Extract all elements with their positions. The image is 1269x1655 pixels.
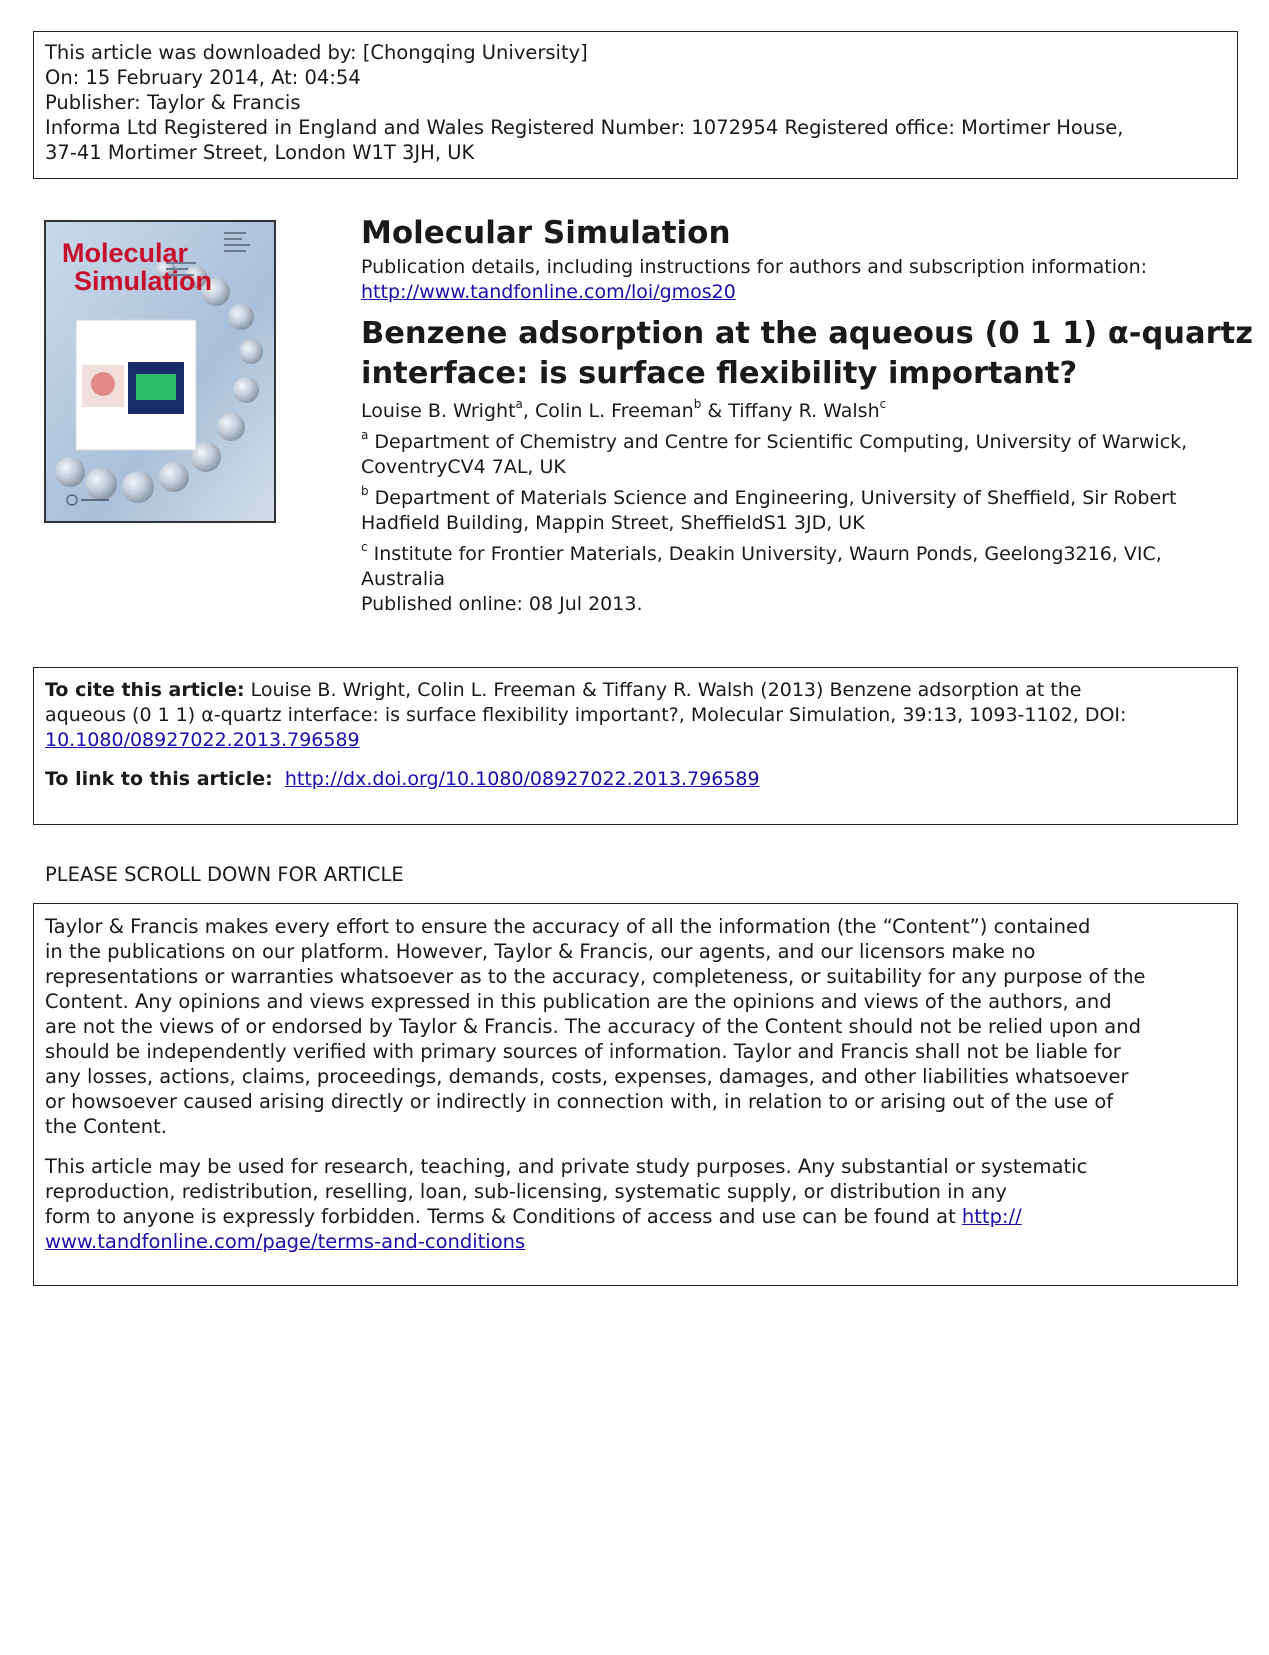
- affiliation-text: Australia: [361, 568, 446, 590]
- article-title-line2: interface: is surface flexibility important?: [361, 356, 1078, 391]
- article-title-line1: Benzene adsorption at the aqueous (0 1 1) α-quartz: [361, 316, 1253, 351]
- author-affiliation-mark: b: [693, 396, 702, 411]
- journal-title: Molecular Simulation: [361, 215, 731, 251]
- disclaimer-line: in the publications on our platform. However, Taylor & Francis, our agents, and our licensors make no: [45, 940, 1036, 963]
- download-info-line: Informa Ltd Registered in England and Wales Registered Number: 1072954 Registered office: Mortimer House,: [45, 116, 1124, 139]
- cite-label: To cite this article:: [45, 679, 245, 701]
- affiliation-text: Institute for Frontier Materials, Deakin University, Waurn Ponds, Geelong3216, VIC,: [367, 543, 1162, 565]
- disclaimer-line: should be independently verified with primary sources of information. Taylor and Francis shall not be liable for: [45, 1040, 1121, 1063]
- author-affiliation-mark: a: [515, 396, 523, 411]
- cover-title-line1: Molecular: [62, 238, 189, 268]
- download-info-line: On: 15 February 2014, At: 04:54: [45, 66, 361, 89]
- article-title: [361, 314, 1253, 394]
- usage-line: form to anyone is expressly forbidden. Terms & Conditions of access and use can be found at: [45, 1205, 962, 1228]
- affiliation: [361, 483, 1221, 536]
- affiliation: [361, 427, 1221, 480]
- article-metadata: [361, 213, 1253, 617]
- download-info-box: [33, 31, 1238, 179]
- cite-text: aqueous (0 1 1) α-quartz interface: is surface flexibility important?, Molecular Simulation, 39:13, 1093-1102, DOI:: [45, 704, 1127, 726]
- usage-line: This article may be used for research, teaching, and private study purposes. Any substantial or systematic: [45, 1155, 1088, 1178]
- disclaimer-paragraph: [45, 914, 1226, 1139]
- usage-line: reproduction, redistribution, reselling, loan, sub-licensing, systematic supply, or distribution in any: [45, 1180, 1007, 1203]
- disclaimer-line: are not the views of or endorsed by Taylor & Francis. The accuracy of the Content should not be relied upon and: [45, 1015, 1141, 1038]
- author-separator: ,: [522, 400, 535, 422]
- terms-link-part2[interactable]: www.tandfonline.com/page/terms-and-conditions: [45, 1230, 526, 1253]
- download-info-line: This article was downloaded by: [Chongqing University]: [45, 41, 588, 64]
- affiliation-text: Department of Chemistry and Centre for Scientific Computing, University of Warwick,: [368, 431, 1188, 453]
- author-name: Tiffany R. Walsh: [728, 400, 880, 422]
- author-list: [361, 396, 1221, 424]
- link-label: To link to this article:: [45, 768, 273, 790]
- author-name: Louise B. Wright: [361, 400, 516, 422]
- usage-paragraph: [45, 1154, 1226, 1254]
- download-info-line: 37-41 Mortimer Street, London W1T 3JH, UK: [45, 141, 475, 164]
- author-affiliation-mark: c: [879, 396, 887, 411]
- journal-url-link[interactable]: http://www.tandfonline.com/loi/gmos20: [361, 281, 736, 303]
- affiliation-mark: c: [361, 539, 368, 554]
- affiliation-mark: b: [361, 483, 369, 498]
- disclaimer-line: Content. Any opinions and views expressed in this publication are the opinions and views of the authors, and: [45, 990, 1112, 1013]
- disclaimer-line: or howsoever caused arising directly or indirectly in connection with, in relation to or arising out of the use of: [45, 1090, 1114, 1113]
- author-separator: &: [701, 400, 729, 422]
- affiliation: [361, 539, 1221, 592]
- journal-cover-image[interactable]: [44, 220, 276, 523]
- affiliation-text: Hadfield Building, Mappin Street, SheffieldS1 3JD, UK: [361, 512, 865, 534]
- disclaimer-line: the Content.: [45, 1115, 167, 1138]
- cover-title-line2: Simulation: [74, 266, 213, 296]
- article-url-link[interactable]: http://dx.doi.org/10.1080/08927022.2013.796589: [284, 768, 760, 790]
- citation-box: [33, 667, 1238, 825]
- scroll-notice: PLEASE SCROLL DOWN FOR ARTICLE: [45, 863, 404, 886]
- published-date: Published online: 08 Jul 2013.: [361, 593, 643, 615]
- doi-link[interactable]: 10.1080/08927022.2013.796589: [45, 729, 360, 751]
- journal-info: Publication details, including instructions for authors and subscription information:: [361, 256, 1148, 278]
- cite-text: Louise B. Wright, Colin L. Freeman & Tiffany R. Walsh (2013) Benzene adsorption at the: [244, 679, 1082, 701]
- disclaimer-box: [33, 903, 1238, 1286]
- affiliation-text: Department of Materials Science and Engineering, University of Sheffield, Sir Robert: [368, 487, 1177, 509]
- author-name: Colin L. Freeman: [534, 400, 694, 422]
- terms-link-part1[interactable]: http://: [961, 1205, 1022, 1228]
- affiliation-mark: a: [361, 427, 369, 442]
- disclaimer-line: Taylor & Francis makes every effort to ensure the accuracy of all the information (the “Content”) contained: [45, 915, 1091, 938]
- affiliation-text: CoventryCV4 7AL, UK: [361, 456, 566, 478]
- download-info-line: Publisher: Taylor & Francis: [45, 91, 301, 114]
- journal-cover-illustration: [46, 222, 274, 521]
- disclaimer-line: representations or warranties whatsoever as to the accuracy, completeness, or suitability for any purpose of the: [45, 965, 1146, 988]
- disclaimer-line: any losses, actions, claims, proceedings, demands, costs, expenses, damages, and other liabilities whatsoever: [45, 1065, 1129, 1088]
